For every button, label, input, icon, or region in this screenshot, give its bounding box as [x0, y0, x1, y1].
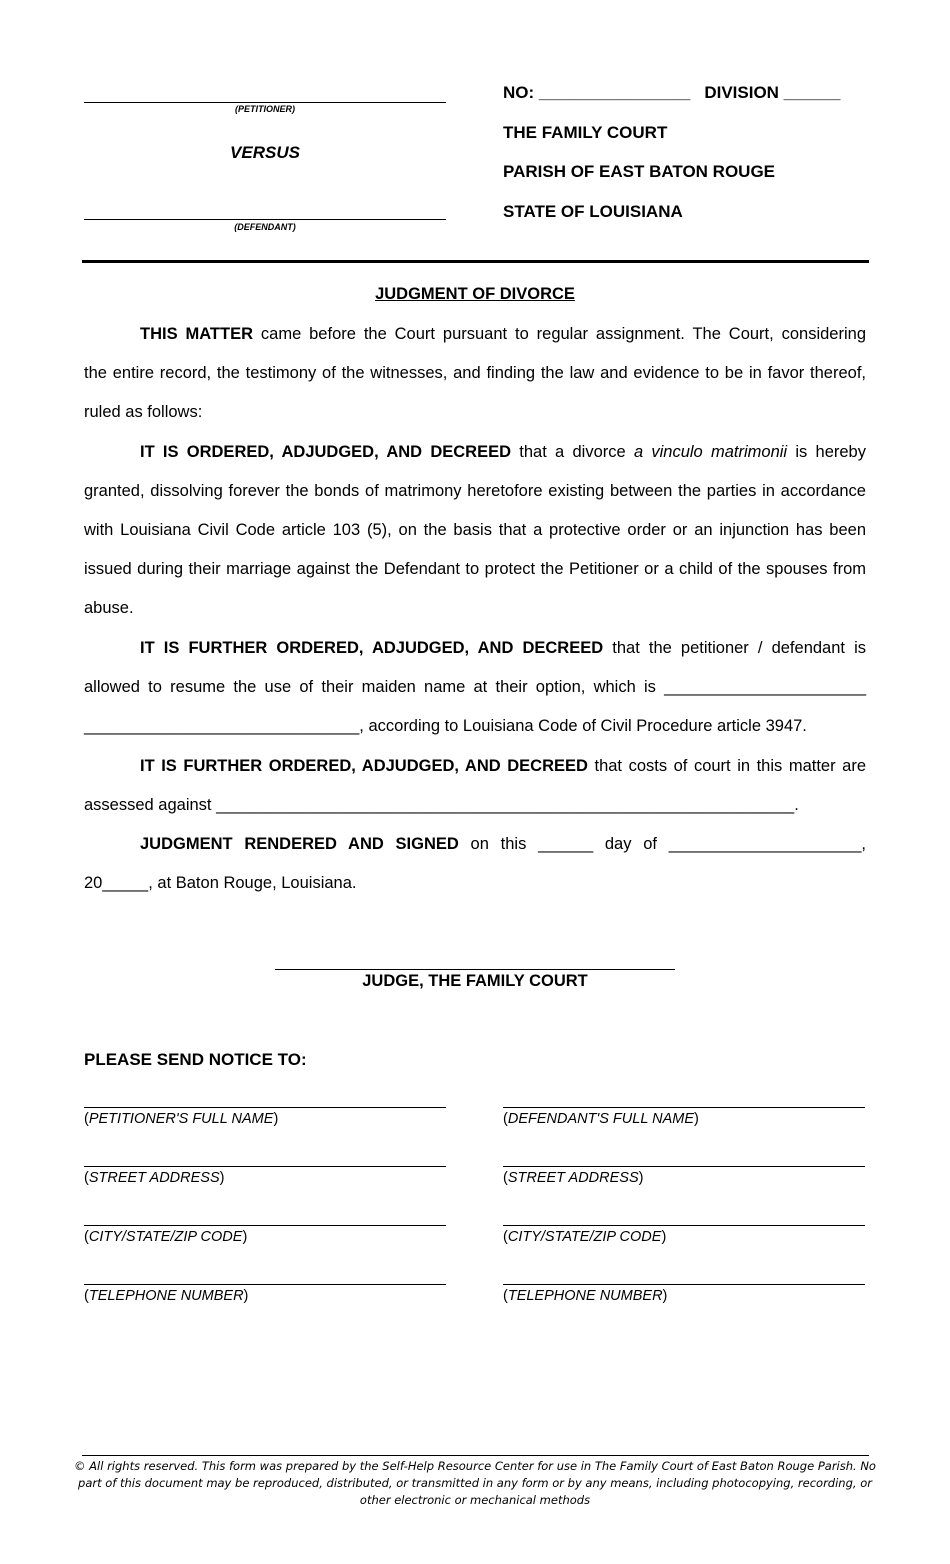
- petitioner-phone-label: (TELEPHONE NUMBER): [84, 1288, 249, 1304]
- petitioner-label: (PETITIONER): [235, 104, 295, 114]
- petitioner-name-line[interactable]: [84, 102, 446, 103]
- court-name: THE FAMILY COURT: [503, 123, 668, 142]
- lead-further-ordered: IT IS FURTHER ORDERED, ADJUDGED, AND DECREED: [140, 639, 604, 657]
- defendant-phone-label: (TELEPHONE NUMBER): [503, 1288, 668, 1304]
- versus-label: VERSUS: [230, 143, 300, 162]
- notice-heading: PLEASE SEND NOTICE TO:: [84, 1050, 307, 1069]
- defendant-name-line[interactable]: [84, 219, 446, 220]
- petitioner-street-label: (STREET ADDRESS): [84, 1170, 225, 1186]
- paragraph-court-costs: IT IS FURTHER ORDERED, ADJUDGED, AND DECREED that costs of court in this matter are assessed against _______________________________________________________________.: [84, 747, 866, 825]
- lead-this-matter: THIS MATTER: [140, 325, 253, 343]
- lead-judgment-rendered: JUDGMENT RENDERED AND SIGNED: [140, 835, 459, 853]
- judgment-year-field[interactable]: 20_____, at Baton Rouge, Louisiana.: [84, 874, 357, 892]
- costs-assessed-field[interactable]: assessed against _______________________________________________________________.: [84, 796, 799, 814]
- defendant-label: (DEFENDANT): [234, 222, 296, 232]
- header-divider: [82, 260, 869, 263]
- paragraph-judgment-signed: [84, 825, 866, 903]
- judge-signature-line[interactable]: [275, 969, 675, 970]
- defendant-full-name-label: (DEFENDANT'S FULL NAME): [503, 1111, 699, 1127]
- defendant-full-name-line[interactable]: [503, 1107, 865, 1108]
- defendant-phone-line[interactable]: [503, 1284, 865, 1285]
- parish-name: PARISH OF EAST BATON ROUGE: [503, 162, 776, 181]
- judgment-date-field[interactable]: JUDGMENT RENDERED AND SIGNED on this ______ day of _____________________,: [140, 835, 866, 853]
- paragraph-divorce-granted: IT IS ORDERED, ADJUDGED, AND DECREED that a divorce a vinculo matrimonii is hereby granted, dissolving forever the bonds of matrimony heretofore existing between the parties in accordance with Louisiana Civil Code article 103 (5), on the basis that a protective order or an injunction has been issued during their marriage against the Defendant to protect the Petitioner or a child of the spouses from abuse.: [84, 443, 866, 617]
- petitioner-phone-line[interactable]: [84, 1284, 446, 1285]
- defendant-street-label: (STREET ADDRESS): [503, 1170, 644, 1186]
- defendant-street-line[interactable]: [503, 1166, 865, 1167]
- petitioner-full-name-label: (PETITIONER'S FULL NAME): [84, 1111, 279, 1127]
- lead-ordered: IT IS ORDERED, ADJUDGED, AND DECREED: [140, 443, 512, 461]
- judge-signature-label: JUDGE, THE FAMILY COURT: [362, 972, 588, 990]
- state-name: STATE OF LOUISIANA: [503, 202, 683, 221]
- paragraph-maiden-name: IT IS FURTHER ORDERED, ADJUDGED, AND DECREED that the petitioner / defendant is allowed to resume the use of their maiden name at their option, which is ______________________ ______________________________, according to Louisiana Code of Civil Procedure article 3947.: [84, 629, 866, 746]
- copyright-footer: © All rights reserved. This form was prepared by the Self-Help Resource Center for use in The Family Court of East Baton Rouge Parish. No part of this document may be reproduced, distributed, or transmitted in any form or by any means, including photocopying, recording, or other electronic or mechanical methods: [74, 1459, 876, 1507]
- petitioner-street-line[interactable]: [84, 1166, 446, 1167]
- document-title: JUDGMENT OF DIVORCE: [375, 285, 575, 303]
- petitioner-city-line[interactable]: [84, 1225, 446, 1226]
- defendant-city-label: (CITY/STATE/ZIP CODE): [503, 1229, 667, 1245]
- paragraph-this-matter: THIS MATTER came before the Court pursuant to regular assignment. The Court, considering the entire record, the testimony of the witnesses, and finding the law and evidence to be in favor thereof, ruled as follows:: [84, 325, 866, 421]
- maiden-name-field[interactable]: allowed to resume the use of their maiden name at their option, which is ______________________: [84, 678, 866, 696]
- footer-divider: [82, 1455, 869, 1456]
- case-number-division[interactable]: NO: ________________ DIVISION ______: [503, 83, 841, 102]
- petitioner-city-label: (CITY/STATE/ZIP CODE): [84, 1229, 248, 1245]
- petitioner-full-name-line[interactable]: [84, 1107, 446, 1108]
- defendant-city-line[interactable]: [503, 1225, 865, 1226]
- lead-further-ordered-costs: IT IS FURTHER ORDERED, ADJUDGED, AND DECREED: [140, 757, 588, 775]
- maiden-name-field-cont[interactable]: ______________________________, according to Louisiana Code of Civil Procedure article 3947.: [84, 717, 807, 735]
